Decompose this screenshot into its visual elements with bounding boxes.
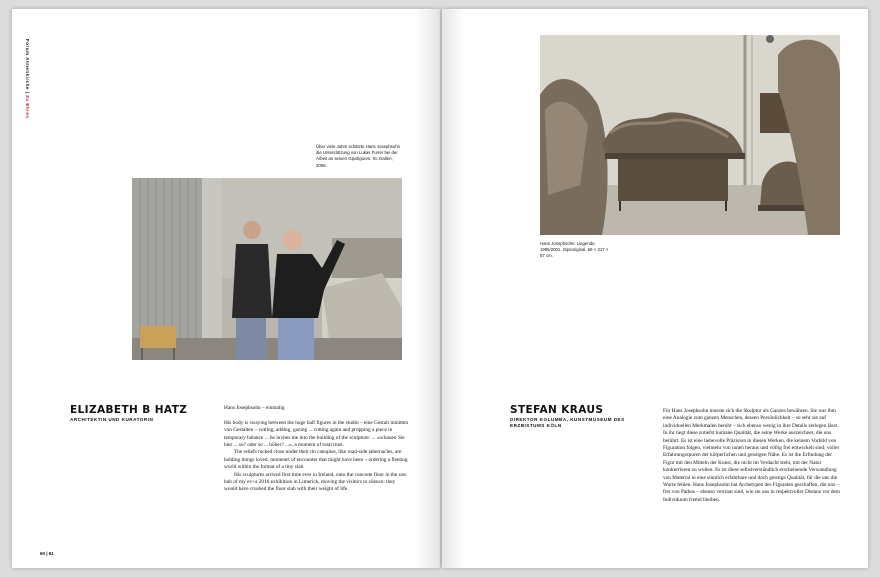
paragraph: His sculptures arrived first time ever in Ireland, onto the concrete floor in the raw hub of my ev+a 2010 exhibition in Limerick, moving the visitors to silence: they would have crushed the floor slab with their weight of life. xyxy=(224,471,407,493)
author-name: ELIZABETH B HATZ xyxy=(70,404,188,416)
photo-caption: Hans Josephsohn: Liegende, 1995/2001. Gipsoriginal. 68 × 217 × 57 cm. xyxy=(540,241,609,259)
author-name: STEFAN KRAUS xyxy=(510,404,604,416)
running-head-section: Forum Annenkirche xyxy=(25,39,30,90)
gutter-shadow xyxy=(442,9,464,568)
right-page xyxy=(442,9,868,568)
essay-body xyxy=(224,405,409,494)
photo-caption: Über viele Jahre schätzte Hans Josephsohn die Unterstützung von Lukas Furrer bei der Arbeit an seinen Gipsfiguren. St. Gallen, 2006. xyxy=(316,144,401,168)
page-number: 60 | 61 xyxy=(40,551,54,556)
author-role: ARCHITEKTIN UND KURATORIN xyxy=(70,417,154,422)
essay-title: Hans Josephsohn – einmalig xyxy=(224,405,285,411)
essay-body xyxy=(663,408,841,504)
gutter-shadow xyxy=(414,9,440,568)
running-head: Forum Annenkirche | Zu Ehren xyxy=(25,39,30,119)
author-role: DIREKTOR KOLUMBA, KUNSTMUSEUM DES ERZBISTUMS KÖLN xyxy=(510,417,625,429)
paragraph: The reliefs tucked close under their tin canopies, like road-side tabernacles, are holding things loved, moments of encounter that might have been – ordering a fleeting world within the format of a tiny slab. xyxy=(224,449,408,471)
paragraph: Für Hans Josephsohn musste sich die Skulptur als Ganzes bewähren. Sie war ihm eine Analogie zum ganzen Menschen, dessen Persönlichkeit – so sehr sie auf individuellen Merkmalen beruht – sich ebenso wenig in ihre Details zerlegen lässt. In ihr liegt diese zutiefst humane Qualität, die seine Werke auszeichnet, die uns berührt. Es ist eine liebevolle Präzision in diesen Werken, die keinem Vorbild von Figuration folgen, vielmehr von innen heraus und völlig frei entwickelt sind; voller Erfahrungsspuren der körperlichen und geistigen Nähe. Es ist die Erfindung der Figur mit den Mitteln der Kunst, die nicht im Verdacht steht, mit der Natur konkurrieren zu wollen. Es ist diese selbstverständlich erscheinende Verwandlung von Material in eine sinnlich erfahrbare und doch geistige Qualität, für die uns die Worte fehlen. Hans Josephsohn hat Archetypen des Figuralen geschaffen, die uns – frei von Pathos – ebenso vertraut sind, wie sie uns in respektvoller Distanz vor dem Individuum fremd bleiben. xyxy=(663,408,840,503)
left-page xyxy=(12,9,440,568)
paragraph: His body is swaying between the huge half figures in the studio – eine Gestalt inmitten von Gestalten – cutting, adding, gazing ... cutting again and propping a piece in temporary balance ... he invites me into the building of the sculpture: ... «schauen Sie hier ... so? oder so ... höher? ...», a moment of total trust. xyxy=(224,419,409,449)
studio-photo xyxy=(132,178,402,360)
sculpture-photo xyxy=(540,35,840,235)
running-head-accent: Zu Ehren xyxy=(25,95,30,119)
